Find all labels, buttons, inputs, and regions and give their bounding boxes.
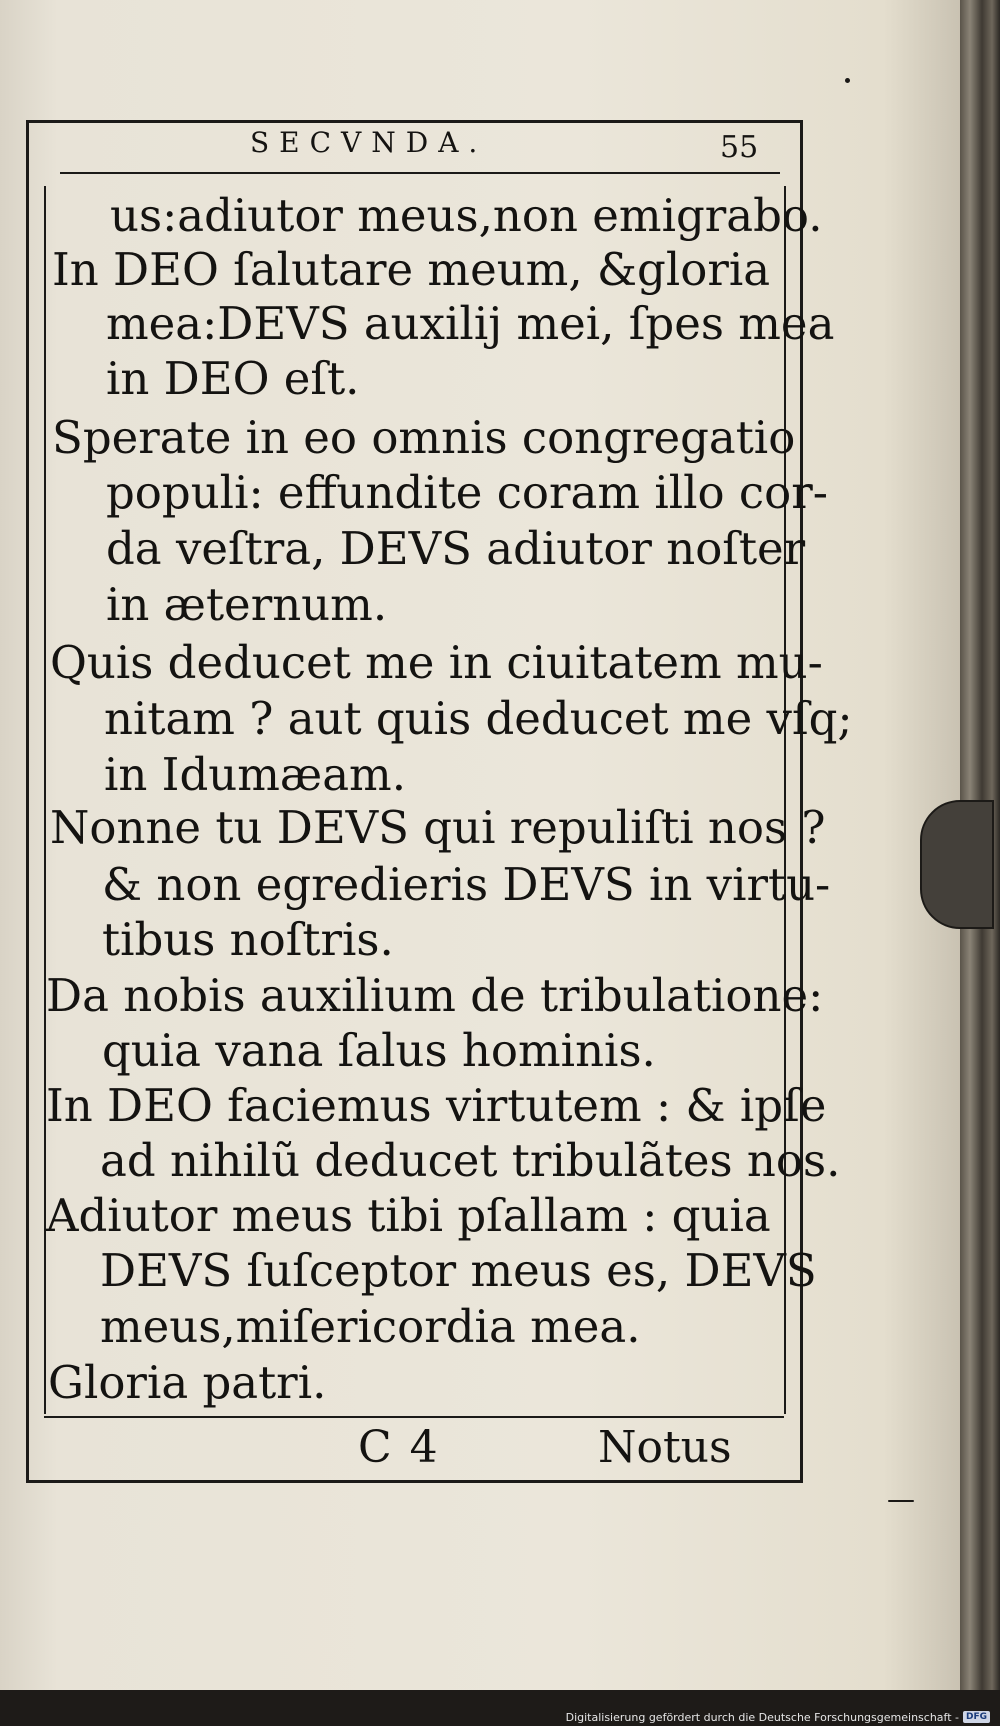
ink-speck bbox=[845, 78, 850, 83]
text-line: in Idumæam. bbox=[104, 748, 407, 801]
text-line: Adiutor meus tibi pſallam : quia bbox=[46, 1189, 771, 1242]
text-line: Gloria patri. bbox=[48, 1356, 327, 1409]
text-line: Da nobis auxilium de tribulatione: bbox=[46, 969, 824, 1022]
text-line: Nonne tu DEVS qui repuliſti nos ? bbox=[50, 801, 826, 854]
text-line: populi: effundite coram illo cor- bbox=[106, 466, 828, 519]
text-line: da veſtra, DEVS adiutor noſter bbox=[106, 522, 806, 575]
dfg-logo: DFG bbox=[963, 1711, 990, 1723]
page-number: 55 bbox=[720, 130, 759, 165]
text-line: us:adiutor meus,non emigrabo. bbox=[110, 189, 823, 242]
header-rule bbox=[60, 172, 780, 174]
text-line: & non egredieris DEVS in virtu- bbox=[102, 858, 831, 911]
footer-rule bbox=[44, 1416, 784, 1418]
running-head: SECVNDA. bbox=[250, 126, 488, 159]
catchword: Notus bbox=[598, 1422, 732, 1473]
text-line: ad nihilũ deducet tribulãtes nos. bbox=[100, 1134, 841, 1187]
text-line: Quis deducet me in ciuitatem mu- bbox=[50, 636, 823, 689]
inner-frame-right-rule bbox=[784, 186, 786, 1414]
text-line: meus,miſericordia mea. bbox=[100, 1300, 641, 1353]
text-line: mea:DEVS auxilij mei, ſpes mea bbox=[106, 297, 835, 350]
text-line: DEVS ſuſceptor meus es, DEVS bbox=[100, 1244, 817, 1297]
digitization-credit bbox=[566, 1710, 990, 1724]
bookmark-tab bbox=[920, 800, 994, 929]
text-line: quia vana ſalus hominis. bbox=[102, 1024, 656, 1077]
ink-speck bbox=[888, 1500, 914, 1502]
signature-mark: C 4 bbox=[358, 1422, 440, 1473]
text-line: in DEO eſt. bbox=[106, 352, 360, 405]
text-line: tibus noſtris. bbox=[102, 913, 394, 966]
text-line: In DEO faciemus virtutem : & ipſe bbox=[46, 1079, 827, 1132]
text-line: nitam ? aut quis deducet me vſq; bbox=[104, 692, 853, 745]
credit-text: Digitalisierung gefördert durch die Deutsche Forschungsgemeinschaft - bbox=[565, 1710, 959, 1724]
text-line: Sperate in eo omnis congregatio bbox=[52, 411, 796, 464]
text-line: in æternum. bbox=[106, 578, 388, 631]
text-line: In DEO ſalutare meum, &gloria bbox=[52, 243, 771, 296]
